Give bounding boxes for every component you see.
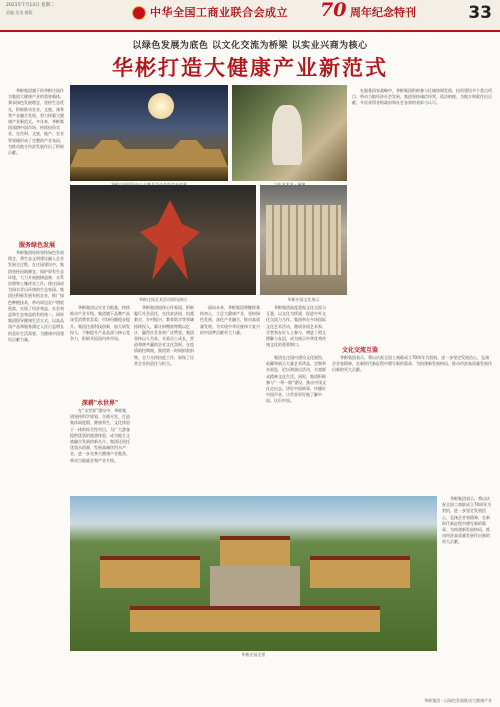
- pagoda-shape: [70, 137, 228, 167]
- issue-date: 2021年7月13日 星期二: [6, 3, 55, 8]
- moon-shape: [148, 93, 174, 119]
- building-shape: [100, 556, 200, 588]
- text-column-3b: [200, 305, 262, 493]
- photo-caption: 华彬庄园文化展示: [287, 297, 320, 302]
- photo-aerial-manor: [70, 496, 437, 651]
- photo-dance: [70, 185, 256, 295]
- paragraph: 华彬集团表示，将以庆祝全国工商联成立70周年为契机，进一步坚定发展信心，弘扬企业家精神，在新时代新征程中谱写新的篇章，为构建新发展格局、推动经济高质量发展作出新的更大贡献。: [442, 496, 492, 545]
- photo-night-manor: [70, 85, 228, 181]
- building-shape: [130, 606, 380, 632]
- paragraph: 面向未来，华彬集团将继续秉持初心，立足大健康产业，坚持绿色发展，深化产业融合，推动高质量发展，为实现中华民族伟大复兴的中国梦贡献更大力量。: [200, 305, 260, 335]
- section-heading-culture: 文化交流互鉴: [341, 347, 378, 354]
- paragraph: 华彬集团始终心怀家国，积极履行社会责任，在扶贫济困、抗震救灾、乡村振兴、教育助学等领域持续投入，累计捐赠款物数以亿计，赢得社会各界广泛赞誉。集团坚持以人为本，关爱员工成长，营造和谐共赢的企业文化氛围。在疫情防控期间，集团第一时间捐款捐物，全力支持抗疫工作，展现了民营企业的责任与担当。: [134, 305, 194, 366]
- figure-shape: [272, 105, 302, 165]
- text-column-5a: [352, 88, 492, 338]
- editor-line: 责编 美术 排版: [6, 10, 33, 15]
- header-banner: 中华全国工商业联合会成立: [150, 6, 288, 19]
- photo-exhibit: [260, 185, 347, 295]
- paragraph: 在服务国家战略中，华彬集团积极参与区域协调发展，投资建设多个重点项目，带动当地经济社会发展。集团坚持诚信经营，依法纳税，为地方财政作出贡献，多次获得各级政府和社会各界的表彰与认可。: [352, 88, 492, 106]
- header-banner-suffix: 周年纪念特刊: [350, 6, 416, 19]
- text-column-2a: [70, 305, 130, 395]
- paragraph: 在“水世界”建设中，华彬集团坚持科学规划、合理开发，打造集休闲度假、健康养生、文化体验于一体的综合性项目，为广大游客提供优质的旅游体验，成为地方文旅融合发展的新名片。集团还依托优质水资源，发展高端饮用水产业，进一步完善大健康产业链条，带动当地就业和产业升级。: [70, 408, 130, 463]
- footer-text: 华彬集团 · 以绿色发展推动大健康产业: [424, 698, 492, 703]
- building-shape: [310, 556, 410, 588]
- section-heading-green: 服务绿色发展: [18, 242, 55, 249]
- water-shape: [70, 167, 228, 181]
- federation-emblem-icon: [132, 6, 146, 20]
- building-shape: [220, 536, 290, 566]
- paragraph: 集团在庄园内建设文化展馆，收藏和展示大量艺术珍品，定期举办展览、论坛和演出活动，丰富群众精神文化生活。同时，集团积极参与“一带一路”建设，推动中国文化走出去，讲好中国故事，传播好中国声音，让世界更好地了解中国、认识中国。: [266, 355, 327, 404]
- paragraph: 华彬集团旗下的华彬庄园作为集团大健康产业的重要载体，秉承绿色发展理念，坚持生态优先，积极推动农业、文旅、康养等产业融合发展，努力探索大健康产业新范式。多年来，华彬集团深耕中国市场，持续投资实业，在饮料、文旅、地产、农业等领域形成了完整的产业布局，为推动地方经济发展作出了积极贡献。: [8, 88, 64, 156]
- text-column-2b: [70, 408, 130, 493]
- text-column-5b: [332, 355, 492, 493]
- text-column-4a: [266, 305, 328, 353]
- courtyard-shape: [210, 566, 300, 611]
- page-number: 33: [468, 3, 492, 23]
- paragraph: 华彬集团以实业为根基，持续推动产业升级。集团旗下品牌产品深受消费者喜爱，市场份额稳步提升。集团注重科技创新，加大研发投入，不断提升产品品质与核心竞争力，积极开拓国内外市场。: [70, 305, 130, 342]
- paragraph: 华彬集团表示，将以庆祝全国工商联成立70周年为契机，进一步坚定发展信心，弘扬企业家精神，在新时代新征程中谱写新的篇章，为构建新发展格局、推动经济高质量发展作出新的更大贡献。: [332, 355, 492, 373]
- paragraph: 华彬集团始终坚持绿色发展理念，将生态文明建设融入企业发展全过程。在庄园建设中，集团坚持因地制宜，保护原有生态环境，大力开展植树造林、水系治理和土壤改良工作，使庄园成为绿水青山环绕的生态家园。集团还积极发展有机农业，推广绿色种植技术，带动周边农户增收致富，实现了经济效益、社会效益和生态效益的有机统一。同时集团倡导健康生活方式，以高品质产品和服务满足人民日益增长的美好生活需要，为健康中国建设贡献力量。: [8, 250, 64, 342]
- dancer-shape: [140, 200, 200, 280]
- text-column-1a: [8, 88, 66, 238]
- photo-performance: [232, 85, 347, 181]
- wall-shape: [266, 205, 341, 275]
- text-column-3a: [134, 305, 196, 493]
- photo-caption: 华彬庄园全景: [241, 652, 266, 657]
- page-footer: [0, 697, 500, 707]
- article-title: 华彬打造大健康产业新范式: [112, 55, 388, 80]
- text-column-4b: [266, 355, 328, 493]
- text-column-1b: [8, 250, 66, 690]
- anniversary-number: 70: [320, 0, 347, 21]
- text-column-6: [442, 496, 492, 691]
- paragraph: 华彬集团高度重视文化交流与互鉴，以文化为桥梁，促进中外文化交流与合作。集团举办多场国际文化艺术活动，邀请各国艺术家、学者和友好人士参与，增进了相互理解与友谊，成为展示中华优秀传统文化的重要窗口。: [266, 305, 326, 348]
- photo-caption: 华彬庄园艺术活动现场演出: [139, 297, 187, 302]
- article-subtitle: 以绿色发展为底色 以文化交流为桥梁 以实业兴商为核心: [132, 41, 368, 51]
- section-heading-water: 深耕"水世界": [81, 400, 119, 407]
- page-header: [0, 0, 500, 32]
